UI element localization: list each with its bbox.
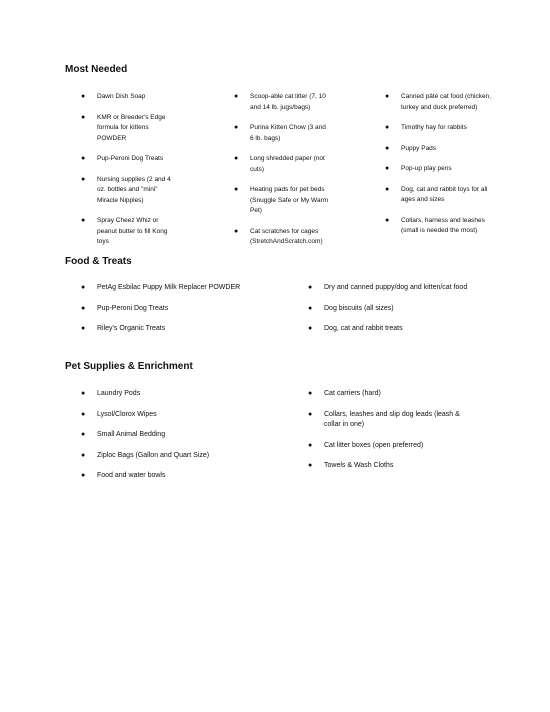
section-food-treats [65, 256, 468, 332]
bullet-icon: ● [385, 124, 390, 131]
list-item: ● Small Animal Bedding [81, 430, 301, 441]
bullet-icon: ● [81, 410, 86, 418]
bullet-icon: ● [308, 284, 313, 291]
list-item: ● Pop-up play pens [385, 164, 493, 175]
section-title: Most Needed [65, 64, 128, 75]
list-item: ● Towels & Wash Cloths [308, 461, 478, 472]
bullet-icon: ● [308, 390, 313, 397]
list-item: ● Ziploc Bags (Gallon and Quart Size) [81, 451, 301, 462]
list-item: ● PetAg Esbilac Puppy Milk Replacer POWDER [81, 283, 301, 294]
bullet-icon: ● [308, 304, 313, 312]
list-column-2 [308, 283, 508, 345]
list-item: ● Dog, cat and rabbit treats [308, 324, 508, 335]
bullet-icon: ● [308, 325, 313, 332]
list-item: ● Canned pâté cat food (chicken, turkey and duck preferred) [385, 93, 491, 111]
list-item: ● Puppy Pads [385, 144, 493, 155]
bullet-icon: ● [385, 93, 390, 100]
bullet-icon: ● [234, 186, 239, 193]
list-item: ● Timothy hay for rabbits [385, 123, 493, 134]
list-item: ● Pup-Peroni Dog Treats [81, 304, 301, 315]
bullet-icon: ● [308, 462, 313, 469]
list-item: ● Spray Cheez Whiz or peanut butter to fill Kong toys [81, 217, 168, 245]
list-item: ● Dry and canned puppy/dog and kitten/cat food [308, 283, 508, 294]
list-column-1 [81, 92, 177, 258]
list-item: ● Pup-Peroni Dog Treats [81, 154, 177, 165]
bullet-icon: ● [81, 325, 86, 332]
bullet-icon: ● [81, 155, 86, 162]
bullet-icon: ● [81, 217, 86, 224]
list-item: ● Food and water bowls [81, 471, 301, 482]
list-item: ● Dawn Dish Soap [81, 92, 177, 103]
bullet-icon: ● [234, 124, 239, 131]
list-item: ● Collars, leashes and slip dog leads (leash & collar in one) [308, 410, 460, 428]
bullet-icon: ● [81, 431, 86, 438]
list-item: ● Purina Kitten Chow (3 and 6 lb. bags) [234, 124, 326, 142]
list-item: ● Long shredded paper (not cuts) [234, 155, 325, 173]
list-item: ● Collars, harness and leashes (small is needed the most) [385, 216, 485, 234]
bullet-icon: ● [81, 472, 86, 479]
section-title: Pet Supplies & Enrichment [65, 361, 193, 372]
list-item: ● Lysol/Clorox Wipes [81, 410, 301, 421]
list-item: ● Heating pads for pet beds (Snuggle Safe or My Warm Pet) [234, 186, 329, 214]
list-item: ● Cat litter boxes (open preferred) [308, 441, 478, 452]
list-item: ● Scoop-able cat litter (7, 10 and 14 lb. jugs/bags) [234, 93, 326, 111]
bullet-icon: ● [81, 451, 86, 459]
list-item: ● Cat carriers (hard) [308, 389, 478, 400]
bullet-icon: ● [234, 93, 239, 100]
bullet-icon: ● [81, 113, 86, 121]
bullet-icon: ● [308, 441, 313, 449]
bullet-icon: ● [385, 185, 390, 193]
section-pet-supplies [65, 361, 460, 479]
bullet-icon: ● [308, 410, 313, 418]
bullet-icon: ● [81, 304, 86, 312]
list-column-3 [385, 92, 493, 247]
list-item: ● Nursing supplies (2 and 4 oz. bottles and "mini" Miracle Nipples) [81, 175, 171, 204]
list-item: ● KMR or Breeder's Edge formula for kittens POWDER [81, 113, 166, 142]
list-column-2 [308, 389, 478, 482]
section-title: Food & Treats [65, 256, 132, 267]
list-item: ● Cat scratches for cages (StretchAndScratch.com) [234, 227, 323, 245]
list-column-2 [234, 92, 330, 258]
bullet-icon: ● [385, 144, 390, 152]
bullet-icon: ● [81, 175, 86, 183]
list-column-1 [81, 283, 301, 345]
bullet-icon: ● [81, 93, 86, 100]
bullet-icon: ● [234, 155, 239, 162]
bullet-icon: ● [81, 284, 86, 291]
bullet-icon: ● [234, 227, 239, 235]
bullet-icon: ● [385, 165, 390, 172]
list-item: ● Riley's Organic Treats [81, 324, 301, 335]
section-most-needed [65, 64, 491, 245]
list-item: ● Dog, cat and rabbit toys for all ages and sizes [385, 185, 488, 203]
list-column-1 [81, 389, 301, 492]
list-item: ● Laundry Pods [81, 389, 301, 400]
list-item: ● Dog biscuits (all sizes) [308, 304, 508, 315]
bullet-icon: ● [81, 390, 86, 397]
bullet-icon: ● [385, 216, 390, 224]
